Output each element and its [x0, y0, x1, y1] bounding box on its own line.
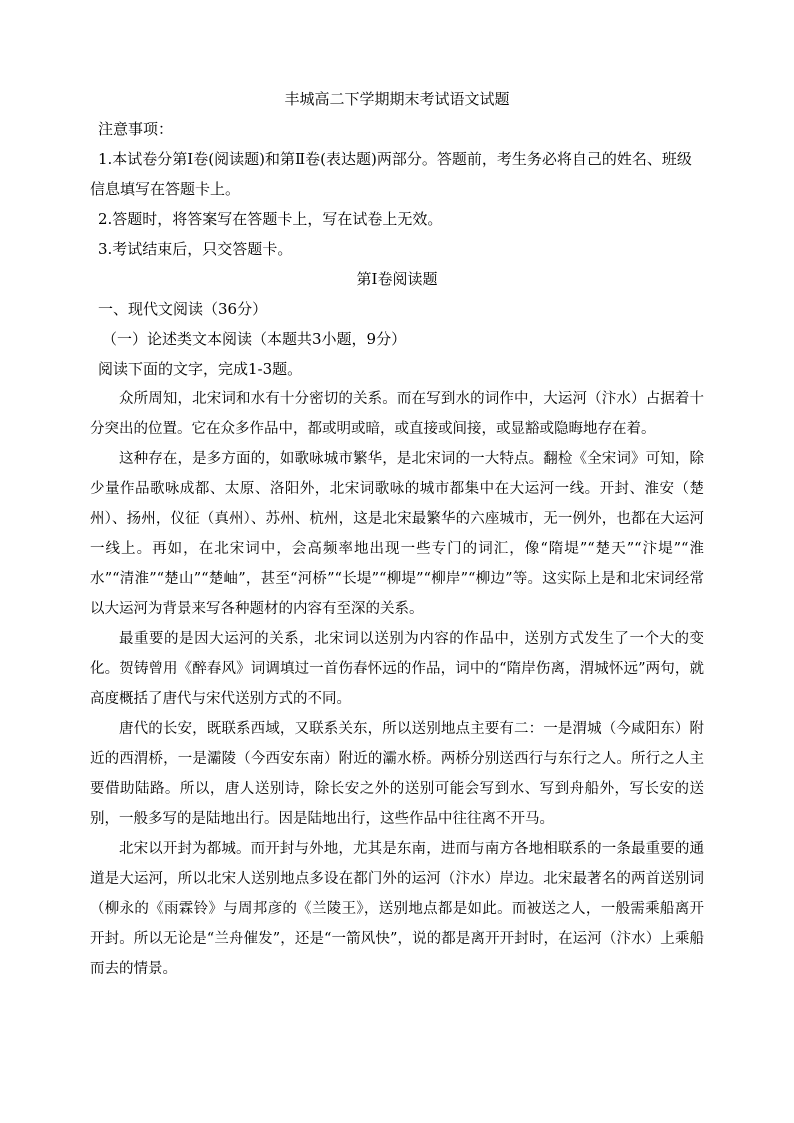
part-title: 一、现代文阅读（36分）	[98, 300, 268, 318]
passage-paragraph: 北宋以开封为都城。而开封与外地，尤其是东南，进而与南方各地相联系的一条最重要的通道是大运河，所以北宋人送别地点多设在都门外的运河（汴水）岸边。北宋最著名的两首送别词（柳永的《雨霖铃》与周邦彦的《兰陵王》，送别地点都是如此。而被送之人，一般需乘船离开开封。所以无论是“兰舟催发”，还是“一箭风快”，说的都是离开开封时，在运河（汴水）上乘船而去的情景。	[90, 841, 704, 977]
notice-item: 3.考试结束后，只交答题卡。	[98, 240, 293, 258]
instruction: 阅读下面的文字，完成1-3题。	[98, 360, 303, 378]
page-title: 丰城高二下学期期末考试语文试题	[284, 90, 510, 108]
volume-title: 第Ⅰ卷阅读题	[356, 270, 438, 288]
passage-paragraph: 这种存在，是多方面的，如歌咏城市繁华，是北宋词的一大特点。翻检《全宋词》可知，除少量作品歌咏成都、太原、洛阳外，北宋词歌咏的城市都集中在大运河一线。开封、淮安（楚州）、扬州，仪征（真州）、苏州、杭州，这是北宋最繁华的六座城市，无一例外，也都在大运河一线上。再如，在北宋词中，会高频率地出现一些专门的词汇，像“隋堤”“楚天”“汴堤”“淮水”“清淮”“楚山”“楚岫”，甚至“河桥”“长堤”“柳堤”“柳岸”“柳边”等。这实际上是和北宋词经常以大运河为背景来写各种题材的内容有至深的关系。	[90, 451, 704, 617]
sub-title: （一）论述类文本阅读（本题共3小题，9分）	[102, 330, 407, 348]
reading-passage	[90, 384, 704, 984]
notice-item: 1.本试卷分第Ⅰ卷(阅读题)和第Ⅱ卷(表达题)两部分。答题前，考生务必将自己的姓名、班级信息填写在答题卡上。	[90, 150, 692, 198]
notice-heading: 注意事项：	[98, 120, 174, 138]
notice-item: 2.答题时，将答案写在答题卡上，写在试卷上无效。	[98, 210, 443, 228]
notice-list	[90, 144, 704, 264]
page-content	[90, 84, 704, 984]
passage-paragraph: 唐代的长安，既联系西域，又联系关东，所以送别地点主要有二：一是渭城（今咸阳东）附近的西渭桥，一是灞陵（今西安东南）附近的灞水桥。两桥分别送西行与东行之人。所行之人主要借助陆路。所以，唐人送别诗，除长安之外的送别可能会写到水、写到舟船外，写长安的送别，一般多写的是陆地出行。因是陆地出行，这些作品中往往离不开马。	[90, 721, 704, 827]
passage-paragraph: 最重要的是因大运河的关系，北宋词以送别为内容的作品中，送别方式发生了一个大的变化。贺铸曾用《醉春风》词调填过一首伤春怀远的作品，词中的“隋岸伤离，渭城怀远”两句，就高度概括了唐代与宋代送别方式的不同。	[90, 631, 704, 707]
passage-paragraph: 众所周知，北宋词和水有十分密切的关系。而在写到水的词作中，大运河（汴水）占据着十分突出的位置。它在众多作品中，都或明或暗，或直接或间接，或显豁或隐晦地存在着。	[90, 391, 704, 437]
